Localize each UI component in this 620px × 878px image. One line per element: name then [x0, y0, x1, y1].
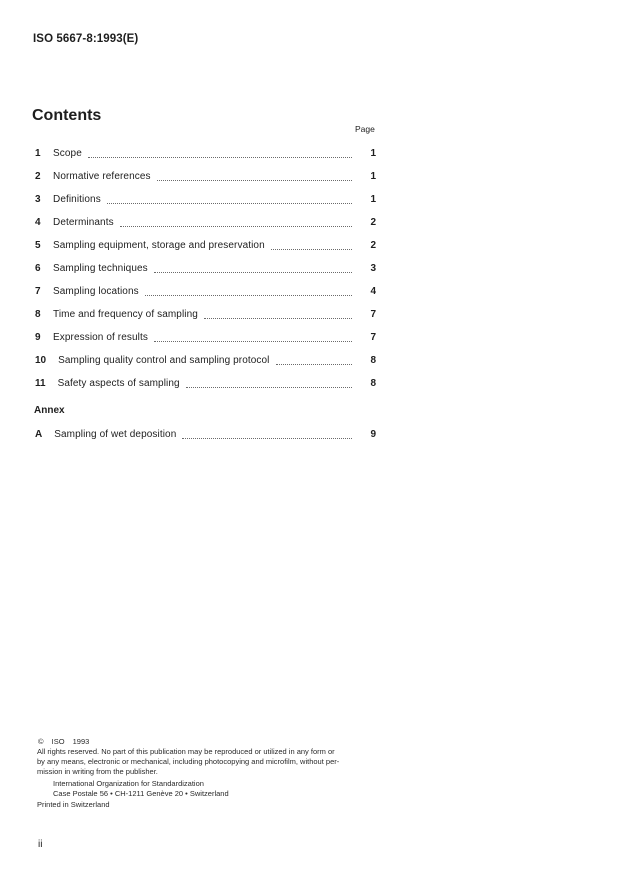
- toc-entry-page: 8: [370, 355, 376, 366]
- contents-list: [35, 142, 376, 395]
- toc-entry-page: 8: [370, 378, 376, 389]
- rights-line: mission in writing from the publisher.: [37, 767, 158, 776]
- toc-entry: [35, 280, 376, 303]
- annex-list: [35, 423, 376, 446]
- toc-entry: [35, 257, 376, 280]
- toc-entry-number: 2: [35, 171, 41, 182]
- toc-entry: [35, 188, 376, 211]
- rights-line: by any means, electronic or mechanical, including photocopying and microfilm, without per-: [37, 757, 340, 766]
- toc-entry-title: Sampling locations: [53, 286, 139, 297]
- toc-entry-number: 10: [35, 355, 47, 366]
- dot-leader: [120, 226, 352, 227]
- toc-entry: [35, 372, 376, 395]
- dot-leader: [157, 180, 352, 181]
- dot-leader: [204, 318, 352, 319]
- toc-entry: [35, 234, 376, 257]
- dot-leader: [271, 249, 352, 250]
- toc-entry-page: 9: [370, 429, 376, 440]
- dot-leader: [107, 203, 352, 204]
- toc-entry-page: 1: [370, 194, 376, 205]
- rights-statement: [37, 747, 339, 777]
- toc-entry-title: Expression of results: [53, 332, 148, 343]
- toc-entry-page: 7: [370, 332, 376, 343]
- toc-entry-page: 7: [370, 309, 376, 320]
- toc-entry-page: 1: [370, 148, 376, 159]
- toc-entry: [35, 142, 376, 165]
- contents-heading: Contents: [32, 107, 102, 124]
- dot-leader: [154, 341, 352, 342]
- page-number: ii: [38, 839, 43, 850]
- publisher-name: International Organization for Standardization: [53, 779, 204, 788]
- copyright-notice: © ISO 1993: [38, 737, 90, 746]
- toc-entry-title: Time and frequency of sampling: [53, 309, 198, 320]
- toc-entry-title: Sampling techniques: [53, 263, 148, 274]
- toc-entry-title: Normative references: [53, 171, 151, 182]
- dot-leader: [88, 157, 352, 158]
- toc-entry: [35, 303, 376, 326]
- toc-entry-number: 1: [35, 148, 41, 159]
- toc-entry: [35, 423, 376, 446]
- toc-entry-number: 11: [35, 378, 46, 389]
- toc-entry-number: 5: [35, 240, 41, 251]
- toc-entry-number: 8: [35, 309, 41, 320]
- toc-entry-page: 2: [370, 240, 376, 251]
- toc-entry-number: 4: [35, 217, 41, 228]
- dot-leader: [276, 364, 352, 365]
- toc-entry-number: 9: [35, 332, 41, 343]
- dot-leader: [145, 295, 352, 296]
- toc-entry-title: Sampling equipment, storage and preservation: [53, 240, 265, 251]
- toc-entry-number: 6: [35, 263, 41, 274]
- toc-entry-page: 3: [370, 263, 376, 274]
- toc-entry-number: 7: [35, 286, 41, 297]
- toc-entry-title: Definitions: [53, 194, 101, 205]
- toc-entry: [35, 211, 376, 234]
- toc-entry-title: Sampling of wet deposition: [54, 429, 177, 440]
- toc-entry: [35, 349, 376, 372]
- toc-entry-page: 1: [370, 171, 376, 182]
- dot-leader: [186, 387, 352, 388]
- rights-line: All rights reserved. No part of this publication may be reproduced or utilized in any form or: [37, 747, 335, 756]
- page-column-label: Page: [355, 124, 375, 134]
- annex-heading: Annex: [34, 405, 65, 416]
- toc-entry: [35, 165, 376, 188]
- document-id: ISO 5667-8:1993(E): [33, 33, 139, 45]
- printed-in: Printed in Switzerland: [37, 800, 110, 809]
- toc-entry-page: 2: [370, 217, 376, 228]
- toc-entry-page: 4: [370, 286, 376, 297]
- dot-leader: [154, 272, 352, 273]
- toc-entry-title: Determinants: [53, 217, 114, 228]
- toc-entry-number: A: [35, 429, 43, 440]
- toc-entry-title: Sampling quality control and sampling protocol: [58, 355, 270, 366]
- publisher-postal: Case Postale 56 • CH-1211 Genève 20 • Switzerland: [53, 789, 229, 798]
- dot-leader: [182, 438, 352, 439]
- publisher-address: [53, 779, 229, 799]
- toc-entry-title: Safety aspects of sampling: [57, 378, 180, 389]
- toc-entry-number: 3: [35, 194, 41, 205]
- toc-entry-title: Scope: [53, 148, 82, 159]
- toc-entry: [35, 326, 376, 349]
